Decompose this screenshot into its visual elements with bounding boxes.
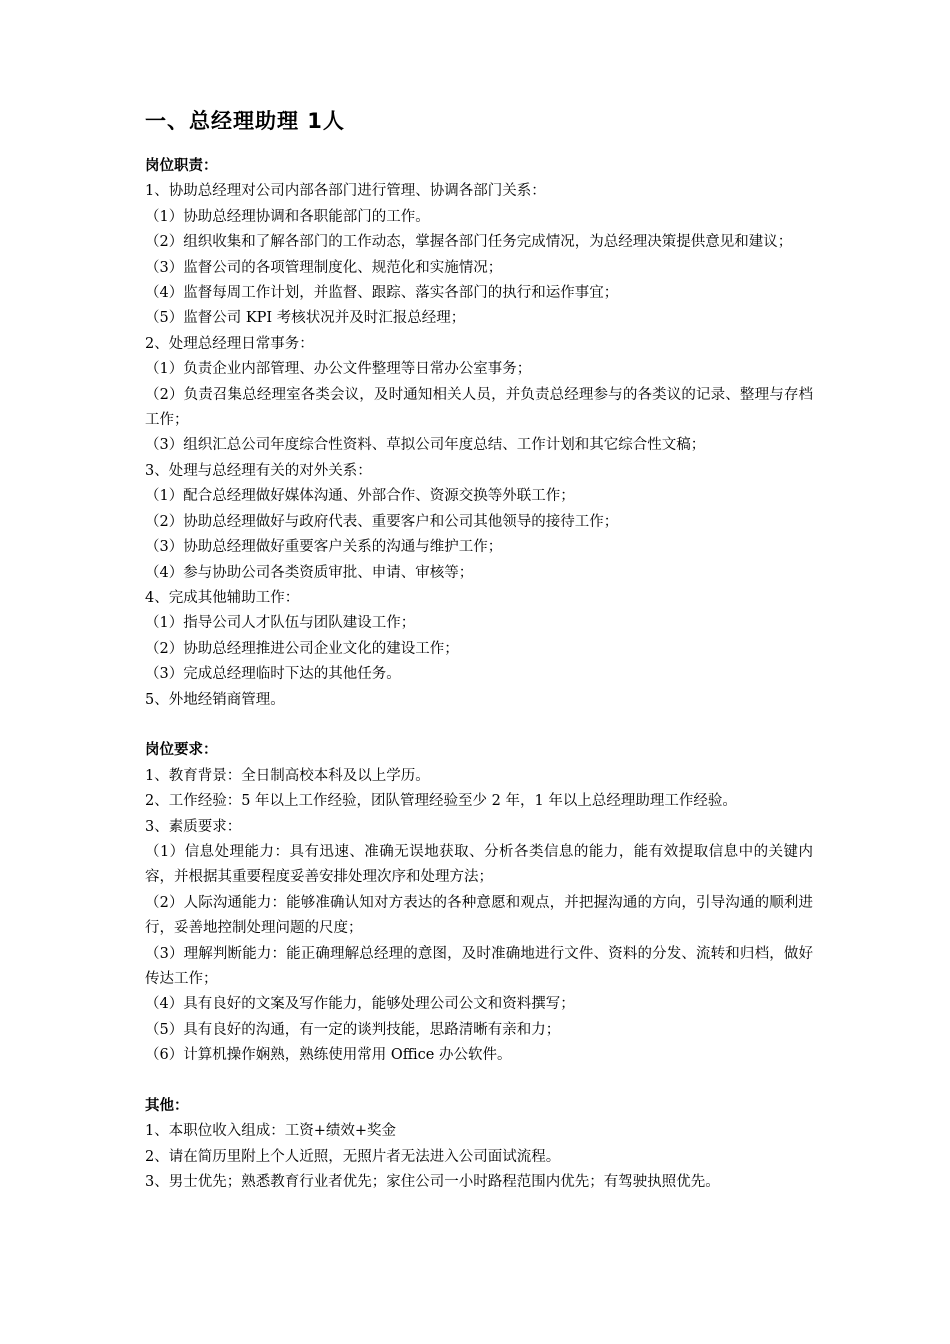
document-title: 一、总经理助理 1人 — [145, 109, 345, 133]
text-line: （1）指导公司人才队伍与团队建设工作； — [145, 615, 416, 632]
text-line: 3、处理与总经理有关的对外关系： — [145, 462, 372, 479]
text-line: （3）理解判断能力：能正确理解总经理的意图，及时准确地进行文件、资料的分发、流转和归档，做好传达工作； — [145, 945, 813, 987]
text-line: （4）具有良好的文案及写作能力，能够处理公司公文和资料撰写； — [145, 996, 575, 1013]
section-heading: 其他： — [145, 1098, 189, 1114]
text-line: 2、工作经验：5 年以上工作经验，团队管理经验至少 2 年，1 年以上总经理助理工作经验。 — [145, 793, 737, 810]
text-line: 1、本职位收入组成：工资+绩效+奖金 — [145, 1123, 397, 1140]
text-line: 1、教育背景：全日制高校本科及以上学历。 — [145, 767, 430, 784]
text-line: （6）计算机操作娴熟，熟练使用常用 Office 办公软件。 — [145, 1047, 512, 1064]
text-line: 5、外地经销商管理。 — [145, 691, 285, 708]
text-line: （3）协助总经理做好重要客户关系的沟通与维护工作； — [145, 539, 503, 556]
text-line: （4）监督每周工作计划，并监督、跟踪、落实各部门的执行和运作事宜； — [145, 285, 619, 302]
text-line: 1、协助总经理对公司内部各部门进行管理、协调各部门关系： — [145, 183, 546, 200]
text-line: （4）参与协助公司各类资质审批、申请、审核等； — [145, 564, 474, 581]
text-line: （3）组织汇总公司年度综合性资料、草拟公司年度总结、工作计划和其它综合性文稿； — [145, 437, 706, 454]
section-other — [145, 1094, 813, 1196]
text-line: （2）负责召集总经理室各类会议，及时通知相关人员，并负责总经理参与的各类议的记录、整理与存档工作； — [145, 386, 813, 429]
section-spacer — [145, 713, 813, 738]
text-line: （3）完成总经理临时下达的其他任务。 — [145, 666, 401, 683]
document-page — [145, 106, 813, 1196]
text-line: 2、处理总经理日常事务： — [145, 335, 314, 352]
text-line: （5）监督公司 KPI 考核状况并及时汇报总经理； — [145, 310, 466, 327]
text-line: 2、请在简历里附上个人近照，无照片者无法进入公司面试流程。 — [145, 1148, 561, 1165]
text-line: 3、男士优先；熟悉教育行业者优先；家住公司一小时路程范围内优先；有驾驶执照优先。 — [145, 1174, 720, 1191]
text-line: （5）具有良好的沟通，有一定的谈判技能，思路清晰有亲和力； — [145, 1021, 561, 1038]
section-duties — [145, 154, 813, 713]
section-spacer — [145, 1069, 813, 1094]
text-line: （1）信息处理能力：具有迅速、准确无误地获取、分析各类信息的能力，能有效提取信息中的关键内容，并根据其重要程度妥善安排处理次序和处理方法； — [145, 843, 813, 886]
text-line: （2）组织收集和了解各部门的工作动态，掌握各部门任务完成情况，为总经理决策提供意见和建议； — [145, 234, 793, 251]
text-line: （2）人际沟通能力：能够准确认知对方表达的各种意愿和观点，并把握沟通的方向，引导沟通的顺利进行，妥善地控制处理问题的尺度； — [145, 894, 813, 937]
text-line: （1）负责企业内部管理、办公文件整理等日常办公室事务； — [145, 361, 532, 378]
text-line: （1）协助总经理协调和各职能部门的工作。 — [145, 208, 430, 225]
text-line: （3）监督公司的各项管理制度化、规范化和实施情况； — [145, 259, 503, 276]
text-line: （1）配合总经理做好媒体沟通、外部合作、资源交换等外联工作； — [145, 488, 575, 505]
text-line: 4、完成其他辅助工作： — [145, 589, 300, 606]
section-heading: 岗位职责： — [145, 158, 218, 174]
text-line: （2）协助总经理做好与政府代表、重要客户和公司其他领导的接待工作； — [145, 513, 619, 530]
text-line: （2）协助总经理推进公司企业文化的建设工作； — [145, 640, 459, 657]
section-heading: 岗位要求： — [145, 742, 218, 759]
text-line: 3、素质要求： — [145, 818, 242, 835]
section-requirements — [145, 738, 813, 1068]
